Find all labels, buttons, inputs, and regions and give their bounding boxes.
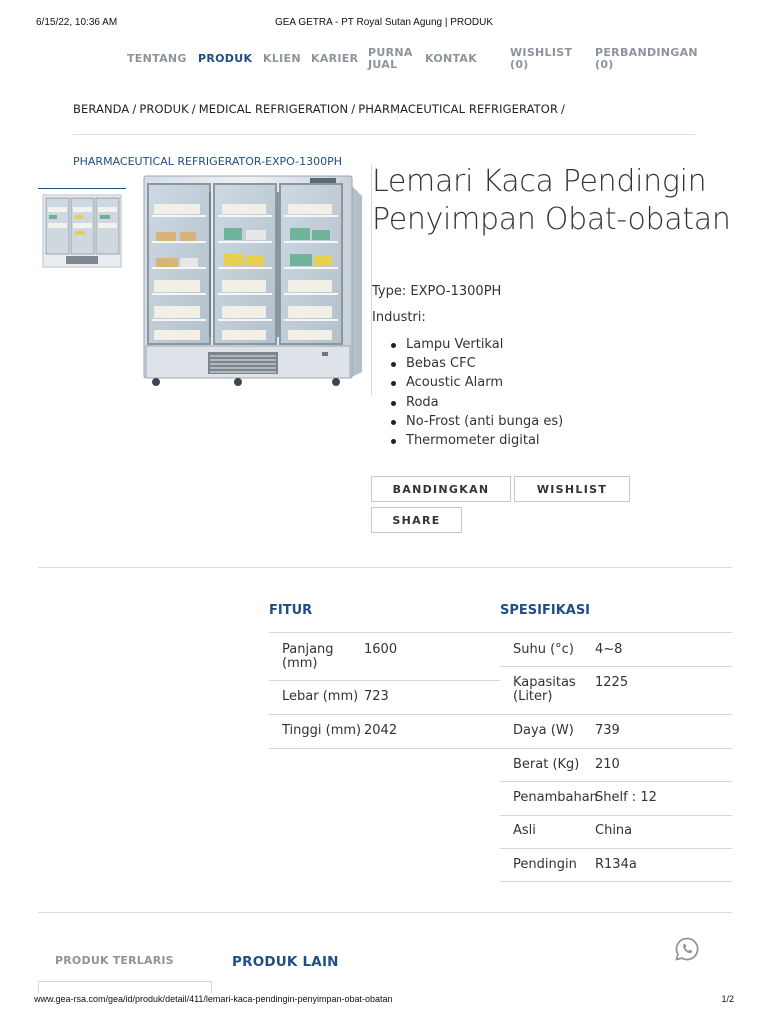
fitur-heading: FITUR (269, 603, 313, 618)
section-divider (38, 567, 732, 568)
feature-item: Roda (388, 393, 563, 412)
whatsapp-icon[interactable] (674, 936, 700, 962)
spec-row-divider (500, 781, 732, 782)
share-button[interactable]: SHARE (371, 507, 462, 533)
spec-label: Pendingin (513, 857, 577, 872)
spec-label: Asli (513, 823, 536, 838)
fitur-row-divider (269, 714, 500, 715)
breadcrumb-beranda[interactable]: BERANDA (73, 102, 130, 116)
print-date: 6/15/22, 10:36 AM (36, 17, 118, 28)
fitur-value: 723 (364, 689, 389, 704)
spec-row-divider (500, 714, 732, 715)
breadcrumb-separator: / (191, 102, 196, 116)
spec-label: Suhu (°c) (513, 642, 574, 657)
spec-row-divider (500, 748, 732, 749)
nav-tentang[interactable]: TENTANG (127, 52, 187, 65)
fitur-row-divider (269, 680, 500, 681)
spec-label (513, 676, 576, 704)
nav-perbandingan-count: (0) (595, 58, 614, 71)
spec-label: Daya (W) (513, 723, 574, 738)
nav-wishlist-label: WISHLIST (510, 46, 573, 59)
product-title: Lemari Kaca Pendingin Penyimpan Obat-obatan (372, 164, 731, 237)
nav-perbandingan[interactable] (595, 47, 698, 71)
fitur-label: Tinggi (mm) (282, 723, 362, 738)
spec-table-border (500, 632, 732, 633)
spec-row-divider (500, 815, 732, 816)
section-divider (38, 912, 732, 913)
fitur-label: Lebar (mm) (282, 689, 359, 704)
breadcrumb-separator: / (132, 102, 137, 116)
nav-klien[interactable]: KLIEN (263, 52, 301, 65)
fitur-row-divider (269, 748, 500, 749)
product-industry-label: Industri: (372, 310, 426, 325)
fitur-value: 2042 (364, 723, 398, 738)
nav-purna-jual-line2: JUAL (368, 58, 398, 71)
fitur-label-line1: Panjang (282, 642, 334, 657)
nav-purna-jual-line1: PURNA (368, 46, 413, 59)
print-url: www.gea-rsa.com/gea/id/produk/detail/411/lemari-kaca-pendingin-penyimpan-obat-obatan (34, 994, 393, 1004)
compare-button[interactable]: BANDINGKAN (371, 476, 511, 502)
feature-item: Thermometer digital (388, 431, 563, 450)
fitur-label (282, 643, 334, 671)
breadcrumb-produk[interactable]: PRODUK (139, 102, 189, 116)
product-type: Type: EXPO-1300PH (372, 284, 502, 299)
spec-row-divider (500, 666, 732, 667)
spec-label-line1: Kapasitas (513, 675, 576, 690)
spec-value: 4~8 (595, 642, 623, 657)
fitur-value: 1600 (364, 642, 398, 657)
feature-item: Acoustic Alarm (388, 373, 563, 392)
spec-row-divider (500, 848, 732, 849)
breadcrumb-subcategory[interactable]: PHARMACEUTICAL REFRIGERATOR (358, 102, 559, 116)
wishlist-button[interactable]: WISHLIST (514, 476, 630, 502)
spec-value: 210 (595, 757, 620, 772)
nav-karier[interactable]: KARIER (311, 52, 359, 65)
print-page-number: 1/2 (721, 994, 734, 1004)
breadcrumb-divider (73, 134, 695, 135)
breadcrumb-current[interactable]: PHARMACEUTICAL REFRIGERATOR-EXPO-1300PH (73, 155, 343, 165)
feature-item: Bebas CFC (388, 354, 563, 373)
feature-list (388, 335, 563, 450)
feature-item: No-Frost (anti bunga es) (388, 412, 563, 431)
spec-row-divider (500, 881, 732, 882)
breadcrumb (73, 102, 568, 116)
spec-value: R134a (595, 857, 637, 872)
product-thumbnail[interactable] (42, 193, 124, 269)
nav-wishlist-count: (0) (510, 58, 529, 71)
spec-value: 739 (595, 723, 620, 738)
breadcrumb-separator: / (351, 102, 356, 116)
breadcrumb-separator: / (561, 102, 566, 116)
fitur-table-border (269, 632, 500, 633)
nav-wishlist[interactable] (510, 47, 572, 71)
nav-perbandingan-label: PERBANDINGAN (595, 46, 698, 59)
print-page-title: GEA GETRA - PT Royal Sutan Agung | PRODUK (274, 17, 494, 28)
nav-kontak[interactable]: KONTAK (425, 52, 478, 65)
nav-purna-jual[interactable] (368, 47, 413, 71)
spec-value: China (595, 823, 633, 838)
spec-label-line2: (Liter) (513, 689, 553, 704)
tab-panel-border (38, 981, 212, 993)
spec-label: Penambahan (513, 790, 598, 805)
product-main-image (140, 172, 362, 388)
spec-value: Shelf : 12 (595, 790, 657, 805)
feature-item: Lampu Vertikal (388, 335, 563, 354)
spec-value: 1225 (595, 675, 629, 690)
nav-produk[interactable]: PRODUK (198, 52, 253, 65)
tab-produk-terlaris[interactable]: PRODUK TERLARIS (55, 954, 174, 967)
spesifikasi-heading: SPESIFIKASI (500, 603, 591, 618)
thumbnail-active-indicator (38, 188, 126, 189)
breadcrumb-category[interactable]: MEDICAL REFRIGERATION (198, 102, 349, 116)
produk-lain-heading: PRODUK LAIN (232, 954, 339, 970)
spec-label: Berat (Kg) (513, 757, 580, 772)
fitur-label-line2: (mm) (282, 656, 318, 671)
